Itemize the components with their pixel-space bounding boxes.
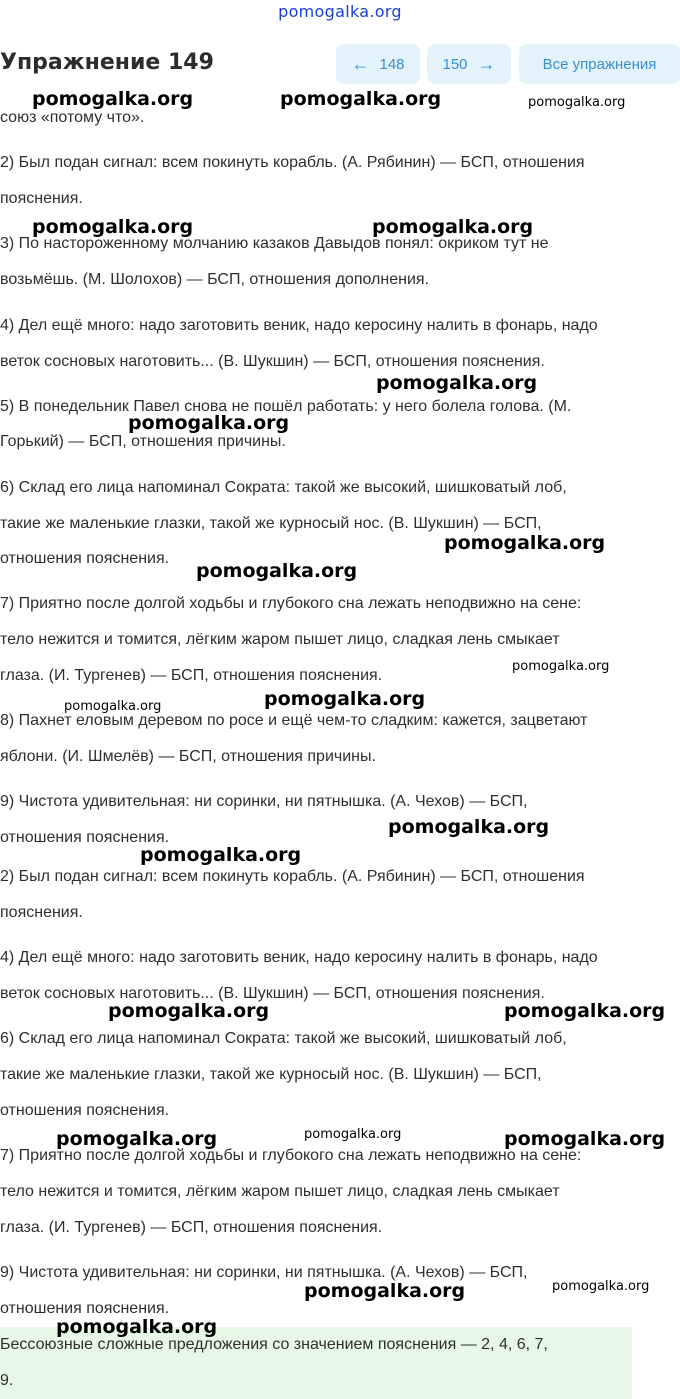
text-line: отношения пояснения.	[0, 550, 170, 567]
watermark: pomogalka.org	[140, 844, 302, 866]
text-line: отношения пояснения.	[0, 1102, 170, 1119]
text-line: тело нежится и томится, лёгким жаром пышет лицо, сладкая лень смыкает	[0, 631, 560, 648]
watermark: pomogalka.org	[504, 1000, 666, 1022]
watermark: pomogalka.org	[56, 1128, 218, 1150]
watermark: pomogalka.org	[128, 412, 290, 434]
arrow-right-icon: →	[477, 54, 496, 74]
watermark: pomogalka.org	[388, 816, 550, 838]
watermark: pomogalka.org	[196, 560, 358, 582]
watermark: pomogalka.org	[372, 216, 534, 238]
text-line: 9) Чистота удивительная: ни соринки, ни пятнышка. (А. Чехов) — БСП,	[0, 793, 528, 810]
prev-exercise-label: 148	[379, 55, 405, 73]
answer-line: Бессоюзные сложные предложения со значением пояснения — 2, 4, 6, 7,	[0, 1336, 548, 1353]
text-line: 7) Приятно после долгой ходьбы и глубокого сна лежать неподвижно на сене:	[0, 1147, 582, 1164]
text-line: веток сосновых наготовить... (В. Шукшин) — БСП, отношения пояснения.	[0, 985, 545, 1002]
page-title: Упражнение 149	[0, 50, 214, 75]
text-line: 2) Был подан сигнал: всем покинуть корабль. (А. Рябинин) — БСП, отношения	[0, 154, 585, 171]
watermark: pomogalka.org	[32, 216, 194, 238]
text-line: Горький) — БСП, отношения причины.	[0, 433, 286, 450]
text-line: возьмёшь. (М. Шолохов) — БСП, отношения дополнения.	[0, 271, 429, 288]
watermark: pomogalka.org	[264, 688, 426, 710]
text-line: союз «потому что».	[0, 109, 145, 126]
text-line: глаза. (И. Тургенев) — БСП, отношения пояснения.	[0, 667, 383, 684]
watermark: pomogalka.org	[504, 1128, 666, 1150]
watermark: pomogalka.org	[304, 1280, 466, 1302]
watermark: pomogalka.org	[444, 532, 606, 554]
text-line: 4) Дел ещё много: надо заготовить веник, надо керосину налить в фонарь, надо	[0, 317, 598, 334]
text-line: яблони. (И. Шмелёв) — БСП, отношения причины.	[0, 748, 376, 765]
text-line: веток сосновых наготовить... (В. Шукшин) — БСП, отношения пояснения.	[0, 353, 545, 370]
watermark: pomogalka.org	[552, 1279, 650, 1294]
all-exercises-label: Все упражнения	[542, 55, 657, 73]
watermark: pomogalka.org	[376, 372, 538, 394]
text-line: пояснения.	[0, 904, 83, 921]
text-line: 9) Чистота удивительная: ни соринки, ни пятнышка. (А. Чехов) — БСП,	[0, 1264, 528, 1281]
text-line: пояснения.	[0, 190, 83, 207]
text-line: такие же маленькие глазки, такой же курносый нос. (В. Шукшин) — БСП,	[0, 1066, 542, 1083]
watermark: pomogalka.org	[108, 1000, 270, 1022]
watermark: pomogalka.org	[304, 1127, 402, 1142]
text-line: такие же маленькие глазки, такой же курносый нос. (В. Шукшин) — БСП,	[0, 515, 542, 532]
watermark: pomogalka.org	[528, 95, 626, 110]
text-line: отношения пояснения.	[0, 1300, 170, 1317]
watermark: pomogalka.org	[64, 699, 162, 714]
next-exercise-label: 150	[442, 55, 468, 73]
watermark: pomogalka.org	[32, 88, 194, 110]
text-line: 3) По настороженному молчанию казаков Давыдов понял: окриком тут не	[0, 235, 549, 252]
site-logo[interactable]: pomogalka.org	[278, 2, 402, 21]
watermark: pomogalka.org	[56, 1316, 218, 1338]
text-line: 7) Приятно после долгой ходьбы и глубокого сна лежать неподвижно на сене:	[0, 595, 582, 612]
answer-line: 9.	[0, 1372, 14, 1389]
watermark: pomogalka.org	[280, 88, 442, 110]
text-line: 8) Пахнет еловым деревом по росе и ещё чем-то сладким: кажется, зацветают	[0, 712, 588, 729]
arrow-left-icon: ←	[351, 54, 370, 74]
text-line: 2) Был подан сигнал: всем покинуть корабль. (А. Рябинин) — БСП, отношения	[0, 868, 585, 885]
text-line: 6) Склад его лица напоминал Сократа: такой же высокий, шишковатый лоб,	[0, 479, 567, 496]
watermark: pomogalka.org	[512, 659, 610, 674]
text-line: тело нежится и томится, лёгким жаром пышет лицо, сладкая лень смыкает	[0, 1183, 560, 1200]
text-line: 5) В понедельник Павел снова не пошёл работать: у него болела голова. (М.	[0, 398, 572, 415]
text-line: 4) Дел ещё много: надо заготовить веник, надо керосину налить в фонарь, надо	[0, 949, 598, 966]
text-line: отношения пояснения.	[0, 829, 170, 846]
text-line: глаза. (И. Тургенев) — БСП, отношения пояснения.	[0, 1219, 383, 1236]
text-line: 6) Склад его лица напоминал Сократа: такой же высокий, шишковатый лоб,	[0, 1030, 567, 1047]
